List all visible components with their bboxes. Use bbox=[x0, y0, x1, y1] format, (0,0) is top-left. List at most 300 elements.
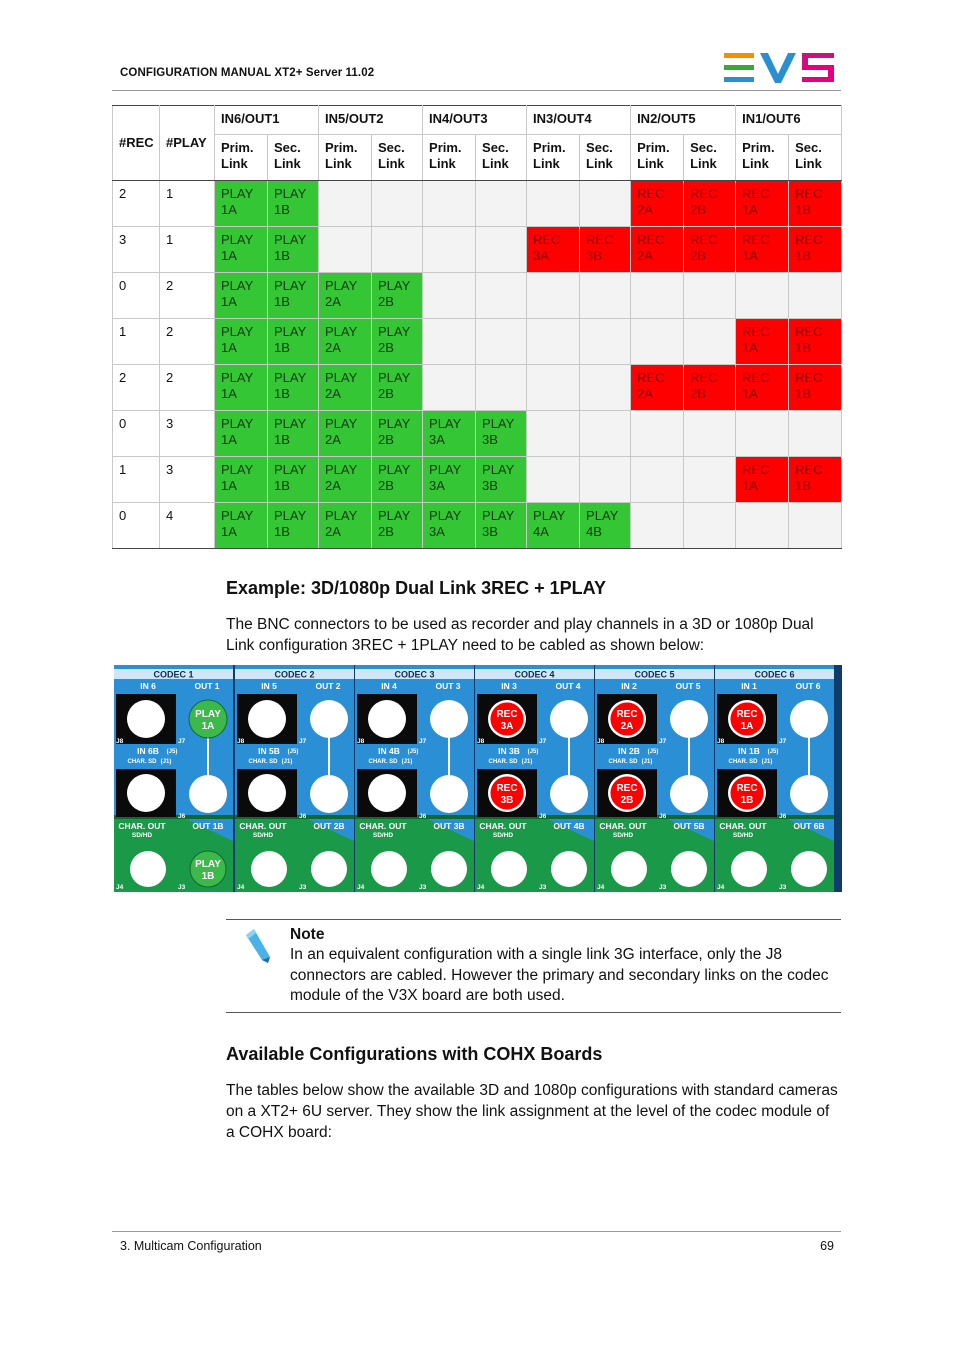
table-cell bbox=[631, 457, 684, 503]
table-cell: PLAY 1B bbox=[268, 181, 319, 227]
jack-label: J7 bbox=[539, 738, 547, 745]
jack-label: J6 bbox=[539, 813, 547, 820]
table-cell bbox=[631, 319, 684, 365]
rec-badge-text: REC bbox=[496, 783, 518, 794]
bnc-connector-icon bbox=[430, 775, 468, 813]
table-cell: PLAY 2B bbox=[372, 319, 423, 365]
table-cell bbox=[580, 457, 631, 503]
table-cell: PLAY 3B bbox=[476, 457, 527, 503]
table-cell bbox=[580, 181, 631, 227]
sub-header-text: Prim. bbox=[325, 140, 358, 155]
bnc-connector-icon bbox=[248, 774, 286, 812]
char-sd-label: CHAR. SD bbox=[248, 759, 278, 765]
jack-label: (J5) bbox=[407, 749, 419, 755]
table-cell bbox=[580, 411, 631, 457]
output-label: OUT 3 bbox=[435, 681, 461, 691]
input-label: IN 1 bbox=[741, 681, 757, 691]
sdhd-label: SD/HD bbox=[732, 832, 754, 839]
table-cell bbox=[423, 181, 476, 227]
table-cell bbox=[319, 227, 372, 273]
jack-label: J8 bbox=[717, 738, 725, 745]
jack-label: J7 bbox=[419, 738, 427, 745]
codec-name: CODEC 6 bbox=[754, 669, 795, 680]
table-cell bbox=[684, 319, 736, 365]
jack-label: (J5) bbox=[647, 749, 659, 755]
table-cell: PLAY 1B bbox=[268, 273, 319, 319]
table-cell: REC 2B bbox=[684, 181, 736, 227]
sub-header-text: Link bbox=[742, 156, 769, 171]
table-cell bbox=[580, 365, 631, 411]
sub-header-sec-link bbox=[476, 135, 527, 181]
sub-header-text: Prim. bbox=[533, 140, 566, 155]
table-cell bbox=[476, 181, 527, 227]
output-label: OUT 2 bbox=[315, 681, 341, 691]
sub-header-text: Sec. bbox=[482, 140, 509, 155]
col-header-play: #PLAY bbox=[160, 106, 215, 181]
pencil-icon bbox=[242, 927, 272, 965]
configuration-table bbox=[112, 105, 842, 549]
page-number: 69 bbox=[820, 1239, 834, 1253]
table-cell: REC 2B bbox=[684, 365, 736, 411]
sub-header-text: Link bbox=[637, 156, 664, 171]
char-out-label: CHAR. OUT bbox=[479, 821, 527, 831]
sub-header-text: Link bbox=[690, 156, 717, 171]
table-row bbox=[113, 227, 842, 273]
bnc-connector-icon bbox=[127, 774, 165, 812]
table-cell: PLAY 4A bbox=[527, 503, 580, 549]
table-cell: REC 1B bbox=[789, 365, 842, 411]
sub-header-prim-link bbox=[736, 135, 789, 181]
cell-play-count: 1 bbox=[160, 181, 215, 227]
table-cell: REC 1B bbox=[789, 319, 842, 365]
sub-header-text: Sec. bbox=[586, 140, 613, 155]
table-cell: REC 2A bbox=[631, 227, 684, 273]
group-header: IN2/OUT5 bbox=[631, 106, 736, 135]
codec-panel-diagram bbox=[114, 665, 842, 892]
sdhd-label: SD/HD bbox=[372, 832, 394, 839]
char-out-label: CHAR. OUT bbox=[359, 821, 407, 831]
jack-label: (J1) bbox=[160, 759, 172, 765]
jack-label: J8 bbox=[597, 738, 605, 745]
table-cell: PLAY 1A bbox=[215, 457, 268, 503]
sub-header-prim-link bbox=[527, 135, 580, 181]
table-cell bbox=[527, 319, 580, 365]
jack-label: J8 bbox=[116, 738, 124, 745]
cell-rec-count: 1 bbox=[113, 319, 160, 365]
rec-badge-text: 1A bbox=[740, 721, 754, 732]
jack-label: J4 bbox=[717, 884, 725, 891]
table-cell: PLAY 1A bbox=[215, 273, 268, 319]
table-cell: PLAY 2B bbox=[372, 365, 423, 411]
input-b-label: IN 2B bbox=[618, 746, 640, 756]
footer-divider bbox=[112, 1231, 841, 1232]
output-b-label: OUT 1B bbox=[192, 821, 224, 831]
table-cell: PLAY 2B bbox=[372, 503, 423, 549]
table-cell: REC 1A bbox=[736, 181, 789, 227]
table-cell: PLAY 3B bbox=[476, 503, 527, 549]
table-row bbox=[113, 319, 842, 365]
bnc-connector-icon bbox=[310, 700, 348, 738]
output-label: OUT 5 bbox=[675, 681, 701, 691]
sub-header-text: Prim. bbox=[742, 140, 775, 155]
output-b-label: OUT 4B bbox=[553, 821, 585, 831]
play-badge-text: 1A bbox=[201, 721, 215, 732]
jack-label: (J5) bbox=[527, 749, 539, 755]
table-row bbox=[113, 273, 842, 319]
jack-label: J8 bbox=[357, 738, 365, 745]
group-header: IN4/OUT3 bbox=[423, 106, 527, 135]
table-cell: REC 3A bbox=[527, 227, 580, 273]
bnc-connector-icon bbox=[431, 851, 467, 887]
rec-badge-text: 3B bbox=[500, 795, 514, 806]
jack-label: J6 bbox=[419, 813, 427, 820]
table-cell: PLAY 1A bbox=[215, 503, 268, 549]
sdhd-label: SD/HD bbox=[131, 832, 153, 839]
sub-header-text: Prim. bbox=[637, 140, 670, 155]
rec-badge-text: 1B bbox=[740, 795, 754, 806]
input-b-label: IN 6B bbox=[137, 746, 159, 756]
bnc-connector-icon bbox=[310, 775, 348, 813]
table-cell bbox=[476, 227, 527, 273]
table-cell bbox=[527, 181, 580, 227]
sub-header-sec-link bbox=[684, 135, 736, 181]
cell-play-count: 4 bbox=[160, 503, 215, 549]
sub-header-text: Link bbox=[482, 156, 509, 171]
jack-label: (J5) bbox=[287, 749, 299, 755]
sub-header-sec-link bbox=[580, 135, 631, 181]
table-cell: REC 1B bbox=[789, 181, 842, 227]
table-cell bbox=[527, 365, 580, 411]
bnc-connector-icon bbox=[251, 851, 287, 887]
evs-logo-icon bbox=[724, 52, 836, 84]
input-b-label: IN 4B bbox=[378, 746, 400, 756]
table-cell bbox=[684, 457, 736, 503]
table-cell: PLAY 1B bbox=[268, 503, 319, 549]
jack-label: (J5) bbox=[166, 749, 178, 755]
table-cell: PLAY 1A bbox=[215, 181, 268, 227]
output-b-label: OUT 5B bbox=[673, 821, 705, 831]
sub-header-text: Link bbox=[378, 156, 405, 171]
input-label: IN 2 bbox=[621, 681, 637, 691]
char-out-label: CHAR. OUT bbox=[239, 821, 287, 831]
cell-rec-count: 2 bbox=[113, 181, 160, 227]
sub-header-sec-link bbox=[268, 135, 319, 181]
group-header: IN1/OUT6 bbox=[736, 106, 842, 135]
table-cell bbox=[372, 181, 423, 227]
output-b-label: OUT 2B bbox=[313, 821, 345, 831]
note-bottom-divider bbox=[226, 1012, 841, 1013]
bnc-connector-icon bbox=[430, 700, 468, 738]
table-cell: REC 2B bbox=[684, 227, 736, 273]
jack-label: J8 bbox=[237, 738, 245, 745]
cell-play-count: 3 bbox=[160, 411, 215, 457]
table-cell: REC 1B bbox=[789, 227, 842, 273]
table-cell: PLAY 2A bbox=[319, 503, 372, 549]
sdhd-label: SD/HD bbox=[612, 832, 634, 839]
cell-play-count: 2 bbox=[160, 273, 215, 319]
char-sd-label: CHAR. SD bbox=[127, 759, 157, 765]
jack-label: (J1) bbox=[281, 759, 293, 765]
bnc-connector-icon bbox=[371, 851, 407, 887]
header-divider bbox=[112, 90, 841, 91]
footer-section: 3. Multicam Configuration bbox=[120, 1239, 262, 1253]
table-cell: PLAY 3A bbox=[423, 411, 476, 457]
sub-header-text: Link bbox=[586, 156, 613, 171]
input-label: IN 5 bbox=[261, 681, 277, 691]
table-cell: PLAY 1B bbox=[268, 365, 319, 411]
bnc-connector-icon bbox=[671, 851, 707, 887]
table-cell: PLAY 1B bbox=[268, 227, 319, 273]
bnc-connector-icon bbox=[189, 775, 227, 813]
sdhd-label: SD/HD bbox=[492, 832, 514, 839]
jack-label: J8 bbox=[477, 738, 485, 745]
table-row bbox=[113, 457, 842, 503]
table-cell bbox=[580, 273, 631, 319]
table-cell: REC 1A bbox=[736, 457, 789, 503]
play-badge-text: 1B bbox=[201, 871, 215, 882]
bnc-connector-icon bbox=[550, 700, 588, 738]
output-label: OUT 6 bbox=[795, 681, 821, 691]
jack-label: J6 bbox=[779, 813, 787, 820]
table-cell: PLAY 1A bbox=[215, 319, 268, 365]
table-cell: PLAY 3A bbox=[423, 503, 476, 549]
char-out-label: CHAR. OUT bbox=[118, 821, 166, 831]
bnc-connector-icon bbox=[550, 775, 588, 813]
bnc-connector-icon bbox=[130, 851, 166, 887]
document-header-title: CONFIGURATION MANUAL XT2+ Server 11.02 bbox=[120, 67, 375, 79]
output-b-label: OUT 3B bbox=[433, 821, 465, 831]
table-cell: PLAY 1A bbox=[215, 227, 268, 273]
table-cell: PLAY 1B bbox=[268, 319, 319, 365]
jack-label: J6 bbox=[659, 813, 667, 820]
sub-header-text: Sec. bbox=[274, 140, 301, 155]
jack-label: J4 bbox=[357, 884, 365, 891]
note-title: Note bbox=[290, 926, 325, 943]
group-header: IN6/OUT1 bbox=[215, 106, 319, 135]
rec-badge-text: 2A bbox=[620, 721, 634, 732]
table-cell bbox=[789, 273, 842, 319]
jack-label: (J5) bbox=[767, 749, 779, 755]
bnc-connector-icon bbox=[491, 851, 527, 887]
input-b-label: IN 5B bbox=[258, 746, 280, 756]
jack-label: (J1) bbox=[401, 759, 413, 765]
example-paragraph: The BNC connectors to be used as recorder and play channels in a 3D or 1080p Dual Link configuration 3REC + 1PLAY need to be cabled as shown below: bbox=[226, 616, 814, 654]
codec-name: CODEC 1 bbox=[153, 669, 194, 680]
cell-play-count: 2 bbox=[160, 365, 215, 411]
jack-label: J3 bbox=[178, 884, 186, 891]
table-cell bbox=[736, 411, 789, 457]
rec-badge-text: REC bbox=[616, 783, 638, 794]
cell-rec-count: 3 bbox=[113, 227, 160, 273]
table-cell bbox=[423, 227, 476, 273]
table-row bbox=[113, 181, 842, 227]
rec-badge-text: 2B bbox=[620, 795, 634, 806]
bnc-connector-icon bbox=[790, 775, 828, 813]
table-cell: PLAY 2A bbox=[319, 411, 372, 457]
table-cell: PLAY 2A bbox=[319, 319, 372, 365]
sub-header-text: Prim. bbox=[221, 140, 254, 155]
rec-badge-text: 3A bbox=[500, 721, 514, 732]
bnc-connector-icon bbox=[248, 700, 286, 738]
play-badge-text: PLAY bbox=[195, 709, 221, 720]
cell-rec-count: 2 bbox=[113, 365, 160, 411]
table-cell bbox=[423, 273, 476, 319]
table-cell bbox=[631, 273, 684, 319]
char-sd-label: CHAR. SD bbox=[368, 759, 398, 765]
char-sd-label: CHAR. SD bbox=[728, 759, 758, 765]
sub-header-text: Link bbox=[221, 156, 248, 171]
cell-play-count: 3 bbox=[160, 457, 215, 503]
example-heading: Example: 3D/1080p Dual Link 3REC + 1PLAY bbox=[226, 578, 606, 598]
table-cell bbox=[684, 411, 736, 457]
sub-header-text: Link bbox=[325, 156, 352, 171]
table-cell bbox=[476, 365, 527, 411]
sub-header-text: Link bbox=[795, 156, 822, 171]
table-cell bbox=[527, 457, 580, 503]
sdhd-label: SD/HD bbox=[252, 832, 274, 839]
jack-label: (J1) bbox=[641, 759, 653, 765]
sub-header-text: Sec. bbox=[795, 140, 822, 155]
rec-badge-text: REC bbox=[616, 709, 638, 720]
table-cell: PLAY 2B bbox=[372, 457, 423, 503]
table-cell bbox=[789, 411, 842, 457]
table-cell bbox=[684, 503, 736, 549]
sub-header-text: Sec. bbox=[690, 140, 717, 155]
table-row bbox=[113, 411, 842, 457]
table-cell: REC 1A bbox=[736, 365, 789, 411]
jack-label: J7 bbox=[299, 738, 307, 745]
cell-rec-count: 0 bbox=[113, 503, 160, 549]
table-cell bbox=[631, 503, 684, 549]
input-label: IN 3 bbox=[501, 681, 517, 691]
output-b-label: OUT 6B bbox=[793, 821, 825, 831]
jack-label: J4 bbox=[477, 884, 485, 891]
jack-label: J3 bbox=[779, 884, 787, 891]
col-header-rec: #REC bbox=[113, 106, 160, 181]
char-out-label: CHAR. OUT bbox=[719, 821, 767, 831]
table-cell bbox=[319, 181, 372, 227]
bnc-connector-icon bbox=[368, 700, 406, 738]
input-b-label: IN 3B bbox=[498, 746, 520, 756]
jack-label: J7 bbox=[779, 738, 787, 745]
bnc-connector-icon bbox=[731, 851, 767, 887]
table-cell bbox=[631, 411, 684, 457]
bnc-connector-icon bbox=[551, 851, 587, 887]
cell-rec-count: 0 bbox=[113, 273, 160, 319]
codec-name: CODEC 4 bbox=[514, 669, 555, 680]
jack-label: (J1) bbox=[521, 759, 533, 765]
table-row bbox=[113, 503, 842, 549]
sub-header-text: Link bbox=[429, 156, 456, 171]
note-top-divider bbox=[226, 919, 841, 920]
table-cell: PLAY 4B bbox=[580, 503, 631, 549]
table-cell: PLAY 2A bbox=[319, 457, 372, 503]
jack-label: J6 bbox=[299, 813, 307, 820]
bnc-connector-icon bbox=[791, 851, 827, 887]
char-sd-label: CHAR. SD bbox=[608, 759, 638, 765]
input-label: IN 6 bbox=[140, 681, 156, 691]
bnc-connector-icon bbox=[127, 700, 165, 738]
input-b-label: IN 1B bbox=[738, 746, 760, 756]
jack-label: J4 bbox=[237, 884, 245, 891]
table-cell bbox=[423, 365, 476, 411]
jack-label: J7 bbox=[659, 738, 667, 745]
cohx-paragraph: The tables below show the available 3D and 1080p configurations with standard cameras on a XT2+ 6U server. They show the link assignment at the level of the codec module of a COHX board: bbox=[226, 1082, 838, 1141]
table-cell bbox=[527, 273, 580, 319]
table-cell: PLAY 2B bbox=[372, 273, 423, 319]
cell-rec-count: 0 bbox=[113, 411, 160, 457]
rec-badge-text: REC bbox=[496, 709, 518, 720]
table-cell: REC 2A bbox=[631, 365, 684, 411]
input-label: IN 4 bbox=[381, 681, 397, 691]
table-cell: REC 1A bbox=[736, 319, 789, 365]
note-text: In an equivalent configuration with a single link 3G interface, only the J8 connectors are cabled. However the primary and secondary links on the codec module of the V3X board are both used. bbox=[290, 946, 829, 1004]
cell-play-count: 2 bbox=[160, 319, 215, 365]
sub-header-text: Link bbox=[274, 156, 301, 171]
table-cell bbox=[476, 319, 527, 365]
table-cell: PLAY 2A bbox=[319, 273, 372, 319]
table-cell: PLAY 1A bbox=[215, 411, 268, 457]
table-cell: PLAY 2A bbox=[319, 365, 372, 411]
char-sd-label: CHAR. SD bbox=[488, 759, 518, 765]
jack-label: J3 bbox=[419, 884, 427, 891]
table-cell bbox=[736, 273, 789, 319]
table-row bbox=[113, 365, 842, 411]
table-cell bbox=[527, 411, 580, 457]
table-cell: REC 1B bbox=[789, 457, 842, 503]
codec-name: CODEC 5 bbox=[634, 669, 675, 680]
table-cell: PLAY 1A bbox=[215, 365, 268, 411]
sub-header-prim-link bbox=[319, 135, 372, 181]
bnc-connector-icon bbox=[670, 775, 708, 813]
sub-header-sec-link bbox=[372, 135, 423, 181]
bnc-connector-icon bbox=[368, 774, 406, 812]
codec-name: CODEC 3 bbox=[394, 669, 435, 680]
jack-label: J3 bbox=[659, 884, 667, 891]
table-cell: PLAY 2B bbox=[372, 411, 423, 457]
bnc-connector-icon bbox=[311, 851, 347, 887]
table-cell bbox=[736, 503, 789, 549]
output-label: OUT 1 bbox=[194, 681, 220, 691]
sub-header-prim-link bbox=[215, 135, 268, 181]
table-cell bbox=[789, 503, 842, 549]
bnc-connector-icon bbox=[790, 700, 828, 738]
rec-badge-text: REC bbox=[736, 783, 758, 794]
sub-header-prim-link bbox=[631, 135, 684, 181]
group-header: IN5/OUT2 bbox=[319, 106, 423, 135]
jack-label: J6 bbox=[178, 813, 186, 820]
table-cell bbox=[423, 319, 476, 365]
table-cell bbox=[476, 273, 527, 319]
table-cell: REC 3B bbox=[580, 227, 631, 273]
codec-name: CODEC 2 bbox=[274, 669, 315, 680]
play-badge-text: PLAY bbox=[195, 859, 221, 870]
table-cell bbox=[372, 227, 423, 273]
group-header: IN3/OUT4 bbox=[527, 106, 631, 135]
table-cell bbox=[580, 319, 631, 365]
sub-header-prim-link bbox=[423, 135, 476, 181]
bnc-connector-icon bbox=[611, 851, 647, 887]
output-label: OUT 4 bbox=[555, 681, 581, 691]
table-cell: REC 2A bbox=[631, 181, 684, 227]
table-cell: PLAY 3A bbox=[423, 457, 476, 503]
jack-label: J7 bbox=[178, 738, 186, 745]
table-cell: PLAY 1B bbox=[268, 457, 319, 503]
table-cell: REC 1A bbox=[736, 227, 789, 273]
jack-label: J3 bbox=[299, 884, 307, 891]
cell-rec-count: 1 bbox=[113, 457, 160, 503]
bnc-connector-icon bbox=[670, 700, 708, 738]
